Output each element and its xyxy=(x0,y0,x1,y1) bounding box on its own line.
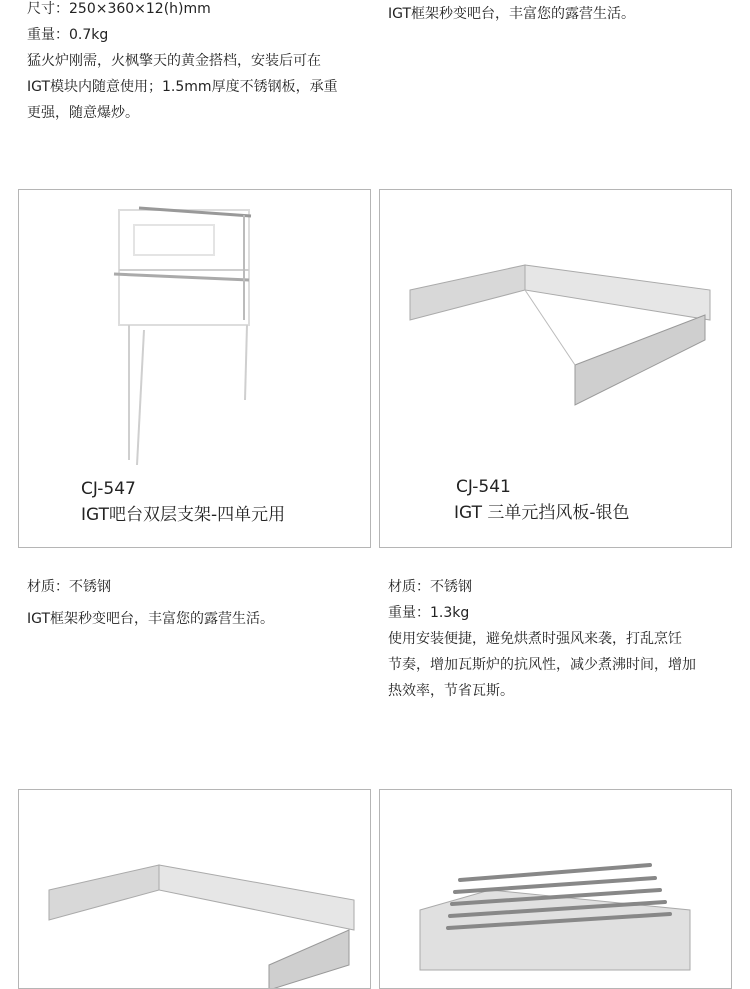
product-specs-cj-541 xyxy=(388,574,696,704)
product-name: IGT吧台双层支架-四单元用 xyxy=(81,505,286,525)
top-left-specs xyxy=(27,0,338,126)
product-model: CJ-547 xyxy=(81,479,136,499)
product-card-windshield[interactable] xyxy=(18,789,371,989)
product-specs-cj-547 xyxy=(27,574,274,632)
spec-line: 尺寸：250×360×12(h)mm xyxy=(27,1,211,17)
spec-line: 重量：1.3kg xyxy=(388,605,470,621)
product-image-windshield-silver xyxy=(380,190,732,470)
spec-line: 使用安装便捷，避免烘煮时强风来袭，打乱烹饪 xyxy=(388,631,682,647)
spec-line: 更强，随意爆炒。 xyxy=(27,105,139,121)
product-image-windshield xyxy=(19,790,371,989)
product-image-grill-rack xyxy=(380,790,732,989)
product-card-cj-547[interactable] xyxy=(18,189,371,548)
spec-line: 材质：不锈钢 xyxy=(27,579,111,595)
product-name: IGT 三单元挡风板-银色 xyxy=(454,503,630,523)
spec-line: IGT框架秒变吧台，丰富您的露营生活。 xyxy=(388,6,636,22)
spec-line: IGT模块内随意使用；1.5mm厚度不锈钢板，承重 xyxy=(27,79,338,95)
spec-line: 节奏，增加瓦斯炉的抗风性，减少煮沸时间，增加 xyxy=(388,657,696,673)
spec-line: IGT框架秒变吧台，丰富您的露营生活。 xyxy=(27,611,275,627)
product-model: CJ-541 xyxy=(456,477,511,497)
top-right-specs xyxy=(388,1,635,27)
spec-line: 重量：0.7kg xyxy=(27,27,109,43)
spec-line: 猛火炉刚需，火枫擎天的黄金搭档，安装后可在 xyxy=(27,53,321,69)
spec-line: 材质：不锈钢 xyxy=(388,579,472,595)
product-image-double-layer-stand xyxy=(19,190,371,470)
spec-line: 热效率，节省瓦斯。 xyxy=(388,683,514,699)
product-card-cj-541[interactable] xyxy=(379,189,732,548)
product-card-grill-rack[interactable] xyxy=(379,789,732,989)
